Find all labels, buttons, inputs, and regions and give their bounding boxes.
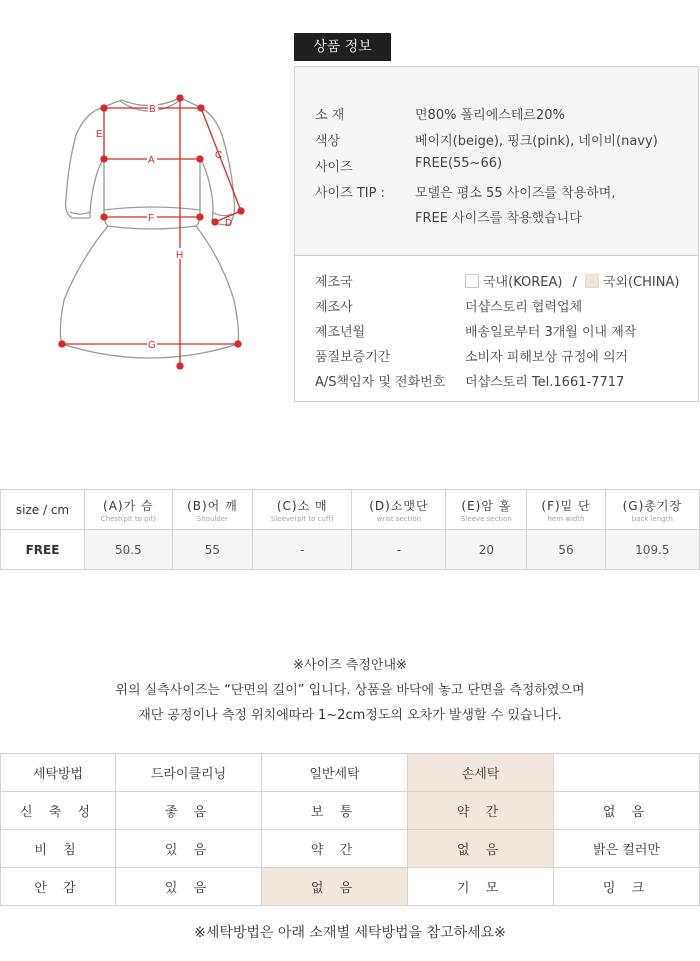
size-cell: 55 — [172, 530, 252, 570]
care-cell — [554, 754, 700, 792]
care-cell: 보 통 — [262, 792, 408, 830]
care-row-wash — [1, 754, 700, 792]
info-label-made-date: 제조년월 — [315, 325, 366, 340]
care-row-stretch — [1, 792, 700, 830]
label-b: B — [149, 104, 156, 115]
info-label-as-contact: A/S책임자 및 전화번호 — [315, 375, 446, 390]
care-cell: 드라이클리닝 — [116, 754, 262, 792]
care-cell: 없 음 — [554, 792, 700, 830]
info-value-maker: 더샵스토리 협력업체 — [465, 300, 583, 315]
care-cell-selected: 손세탁 — [408, 754, 554, 792]
garment-measurement-diagram — [0, 0, 290, 420]
size-cell: 109.5 — [605, 530, 699, 570]
care-cell: 좋 음 — [116, 792, 262, 830]
origin-china-checkbox — [585, 274, 599, 288]
care-cell: 있 음 — [116, 830, 262, 868]
info-label-size-tip: 사이즈 TIP : — [315, 186, 385, 201]
info-label-origin: 제조국 — [315, 275, 353, 290]
size-cell: - — [253, 530, 352, 570]
care-row-header: 비 침 — [1, 830, 116, 868]
product-info-title: 상품 정보 — [294, 33, 391, 61]
care-cell-selected: 없 음 — [262, 868, 408, 906]
info-value-material: 면80% 폴리에스테르20% — [415, 108, 565, 123]
info-value-size-tip: 모델은 평소 55 사이즈를 착용하며, — [415, 186, 616, 201]
size-cell: 50.5 — [85, 530, 173, 570]
care-table — [0, 753, 700, 906]
info-value-color: 베이지(beige), 핑크(pink), 네이비(navy) — [415, 134, 658, 149]
dress-sketch — [0, 0, 290, 420]
care-row-sheer — [1, 830, 700, 868]
size-notice-line-1: 위의 실측사이즈는 “단면의 길이” 입니다. 상품을 바닥에 놓고 단면을 측정하였으며 — [115, 683, 585, 698]
measure-point — [212, 219, 218, 225]
origin-china-label: 국외(CHINA) — [602, 275, 680, 290]
care-cell: 기 모 — [408, 868, 554, 906]
origin-korea-label: 국내(KOREA) — [483, 275, 563, 290]
info-label-size: 사이즈 — [315, 160, 353, 175]
measure-point — [238, 208, 244, 214]
size-col-length: (G)총기장 back length — [605, 490, 699, 530]
manufacturer-info-box — [294, 256, 699, 402]
label-c: C — [215, 150, 223, 161]
measure-point — [101, 214, 107, 220]
label-h: H — [176, 250, 184, 261]
size-cell: - — [352, 530, 446, 570]
info-value-size-tip-2: FREE 사이즈를 착용했습니다 — [415, 211, 582, 226]
measure-point — [177, 95, 183, 101]
origin-korea-checkbox — [465, 274, 479, 288]
care-row-header: 신 축 성 — [1, 792, 116, 830]
measure-point — [177, 363, 183, 369]
info-value-warranty: 소비자 피해보상 규정에 의거 — [465, 350, 629, 365]
label-d: D — [225, 218, 233, 229]
origin-options — [465, 271, 679, 290]
size-col-armhole: (E)암 홀 Sleeve section — [446, 490, 527, 530]
size-table-corner: size / cm — [1, 490, 85, 530]
info-value-made-date: 배송일로부터 3개월 이내 제작 — [465, 325, 637, 340]
care-row-header: 세탁방법 — [1, 754, 116, 792]
care-row-header: 안 감 — [1, 868, 116, 906]
size-col-shoulder: (B)어 깨 Shoulder — [172, 490, 252, 530]
care-cell: 밍 크 — [554, 868, 700, 906]
info-label-maker: 제조사 — [315, 300, 353, 315]
measure-point — [197, 156, 203, 162]
label-f: F — [148, 213, 155, 224]
size-table — [0, 489, 700, 570]
size-notice-title: ※사이즈 측정안내※ — [293, 658, 407, 673]
care-cell: 있 음 — [116, 868, 262, 906]
care-bottom-note: ※세탁방법은 아래 소재별 세탁방법을 참고하세요※ — [194, 925, 506, 941]
info-label-color: 색상 — [315, 134, 341, 149]
care-cell-selected: 없 음 — [408, 830, 554, 868]
label-e: E — [96, 129, 103, 140]
measure-point — [198, 105, 204, 111]
size-notice-line-2: 재단 공정이나 측정 위치에따라 1~2cm정도의 오차가 발생할 수 있습니다. — [138, 708, 562, 723]
size-col-hem: (F)밑 단 hem width — [527, 490, 605, 530]
measure-point — [59, 341, 65, 347]
measure-point — [197, 214, 203, 220]
product-info-box — [294, 66, 699, 256]
size-cell: 20 — [446, 530, 527, 570]
size-col-chest: (A)가 슴 Chest(pit to pit) — [85, 490, 173, 530]
info-value-as-contact: 더샵스토리 Tel.1661-7717 — [465, 375, 625, 390]
label-g: G — [148, 340, 156, 351]
size-table-row — [1, 530, 700, 570]
care-cell: 일반세탁 — [262, 754, 408, 792]
size-row-label: FREE — [1, 530, 85, 570]
measure-point — [101, 105, 107, 111]
size-col-sleeve: (C)소 매 Sleeve(pit to cuff) — [253, 490, 352, 530]
measure-point — [101, 156, 107, 162]
label-a: A — [148, 155, 155, 166]
size-col-wrist: (D)소맷단 wrist section — [352, 490, 446, 530]
measure-point — [235, 341, 241, 347]
measure-lines — [59, 95, 244, 369]
care-cell: 밝은 컬러만 — [554, 830, 700, 868]
info-label-warranty: 품질보증기간 — [315, 350, 391, 365]
info-value-size: FREE(55~66) — [415, 156, 503, 171]
care-cell-selected: 약 간 — [408, 792, 554, 830]
info-label-material: 소 재 — [315, 108, 345, 123]
care-cell: 약 간 — [262, 830, 408, 868]
care-row-lining — [1, 868, 700, 906]
origin-separator: / — [572, 275, 577, 290]
size-cell: 56 — [527, 530, 605, 570]
size-table-header-row — [1, 490, 700, 530]
